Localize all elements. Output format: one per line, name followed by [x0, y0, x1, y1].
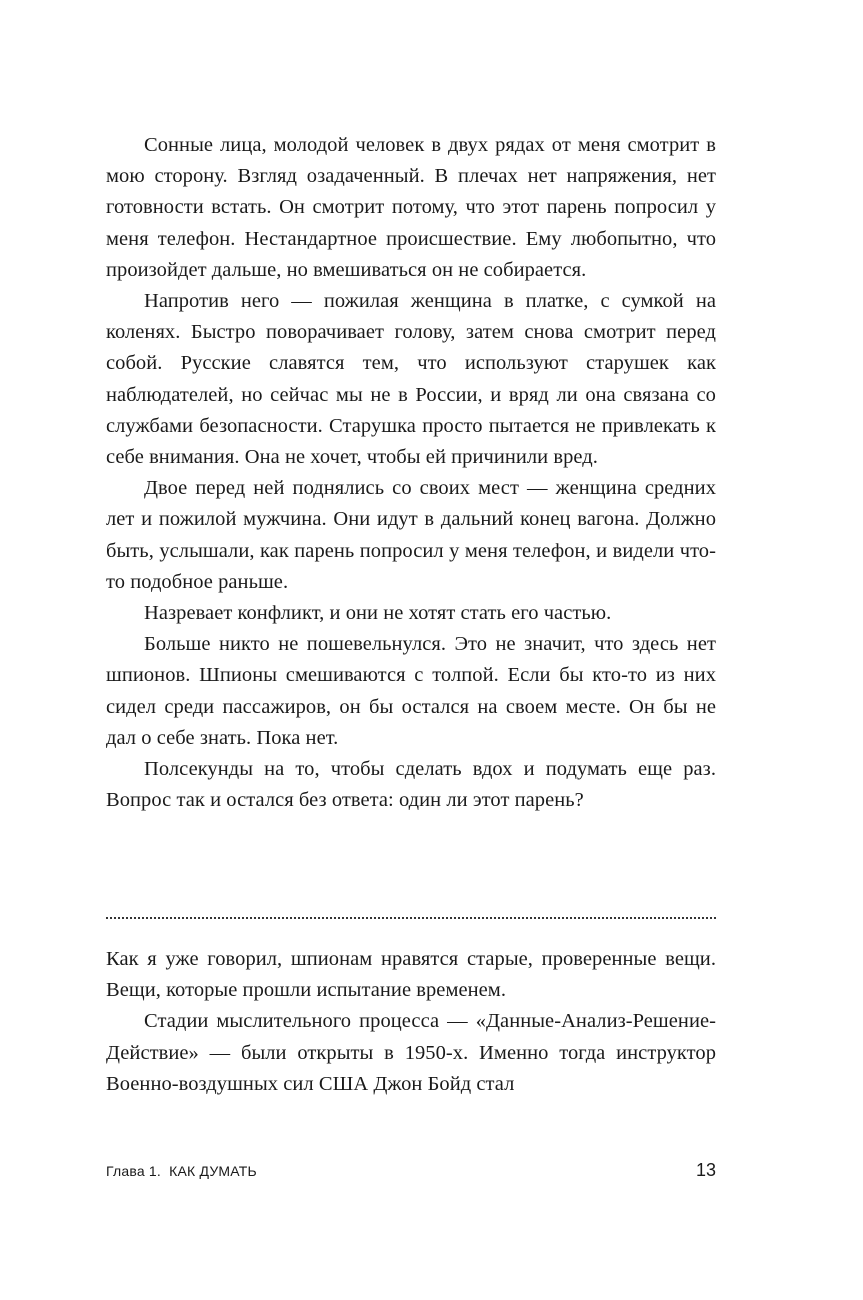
paragraph: Полсекунды на то, чтобы сделать вдох и подумать еще раз. Вопрос так и остался без ответа: один ли этот парень? [106, 758, 716, 812]
paragraph: Как я уже говорил, шпионам нравятся старые, проверенные вещи. Вещи, которые прошли испытание временем. [106, 948, 716, 1002]
section-two [106, 944, 716, 1100]
paragraph: Сонные лица, молодой человек в двух рядах от меня смотрит в мою сторону. Взгляд озадаченный. В плечах нет напряжения, нет готовности встать. Он смотрит потому, что этот парень попросил у меня телефон. Нестандартное происшествие. Ему любопытно, что произойдет дальше, но вмешиваться он не собирается. [106, 134, 716, 281]
page-footer [106, 1160, 716, 1181]
paragraph: Назревает конфликт, и они не хотят стать его частью. [144, 602, 612, 625]
paragraph: Стадии мыслительного процесса — «Данные-Анализ-Решение-Действие» — были открыты в 1950-х. Именно тогда инструктор Военно-воздушных сил США Джон Бойд стал [106, 1010, 716, 1095]
paragraph: Напротив него — пожилая женщина в платке, с сумкой на коленях. Быстро поворачивает голову, затем снова смотрит перед собой. Русские славятся тем, что используют старушек как наблюдателей, но сейчас мы не в России, и вряд ли она связана со службами безопасности. Старушка просто пытается не привлекать к себе внимания. Она не хочет, чтобы ей причинили вред. [106, 290, 716, 469]
section-divider [106, 917, 716, 919]
section-one [106, 130, 716, 816]
running-head: Глава 1. КАК ДУМАТЬ [106, 1163, 257, 1179]
paragraph: Больше никто не пошевельнулся. Это не значит, что здесь нет шпионов. Шпионы смешиваются с толпой. Если бы кто-то из них сидел среди пассажиров, он бы остался на своем месте. Он бы не дал о себе знать. Пока нет. [106, 633, 716, 749]
page-number: 13 [695, 1160, 716, 1180]
paragraph: Двое перед ней поднялись со своих мест — женщина средних лет и пожилой мужчина. Они идут в дальний конец вагона. Должно быть, услышали, как парень попросил у меня телефон, и видели что-то подобное раньше. [106, 477, 716, 593]
